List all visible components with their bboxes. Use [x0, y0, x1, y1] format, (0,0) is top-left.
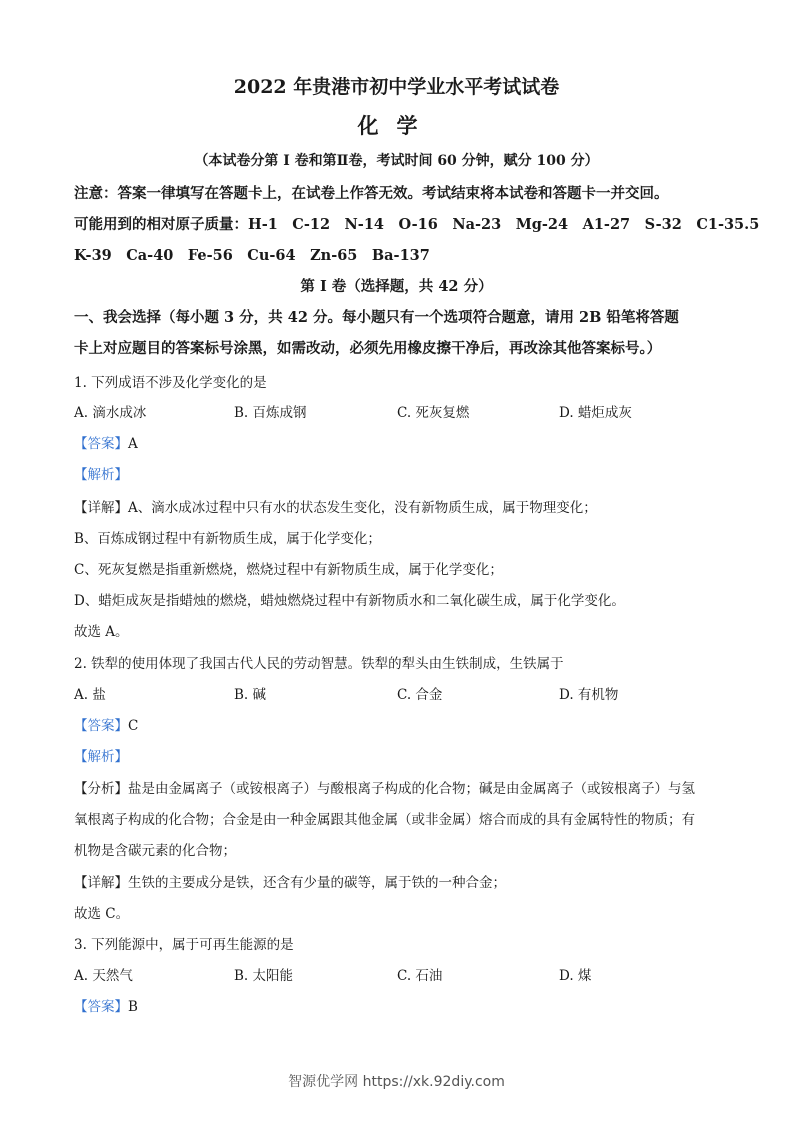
question-2-analysis-2: 氧根离子构成的化合物；合金是由一种金属跟其他金属（或非金属）熔合而成的具有金属特性的物质；有	[74, 812, 695, 828]
question-2-option-a: A. 盐	[74, 687, 106, 703]
question-3-option-b: B. 太阳能	[234, 968, 294, 984]
question-3-stem: 3. 下列能源中，属于可再生能源的是	[74, 937, 294, 953]
question-1-option-c: C. 死灰复燃	[397, 405, 470, 421]
question-1-detail-a	[74, 496, 597, 516]
question-1-detail-d: D、蜡炬成灰是指蜡烛的燃烧，蜡烛燃烧过程中有新物质水和二氧化碳生成，属于化学变化。	[74, 593, 625, 609]
answer-tag: 【答案】	[74, 999, 128, 1015]
question-1-detail-c: C、死灰复燃是指重新燃烧，燃烧过程中有新物质生成，属于化学变化；	[74, 562, 503, 578]
question-1-option-b: B. 百炼成钢	[234, 405, 307, 421]
question-3-option-a: A. 天然气	[74, 968, 133, 984]
section-instruction-1: 一、我会选择（每小题 3 分，共 42 分。每小题只有一个选项符合题意，请用 2B 铅笔将答题	[74, 309, 679, 326]
question-1-answer	[74, 432, 138, 452]
exam-subtitle: （本试卷分第 I 卷和第Ⅱ卷，考试时间 60 分钟，赋分 100 分）	[194, 153, 599, 169]
detail-tag: 【详解】	[74, 875, 128, 891]
answer-tag: 【答案】	[74, 718, 128, 734]
section-instruction-2: 卡上对应题目的答案标号涂黑，如需改动，必须先用橡皮擦干净后，再改涂其他答案标号。）	[74, 340, 662, 357]
question-2-stem: 2. 铁犁的使用体现了我国古代人民的劳动智慧。铁犁的犁头由生铁制成，生铁属于	[74, 656, 564, 672]
detail-tag: 【详解】	[74, 500, 128, 516]
question-1-stem: 1. 下列成语不涉及化学变化的是	[74, 375, 267, 391]
question-2-option-c: C. 合金	[397, 687, 443, 703]
section-heading: 第 I 卷（选择题，共 42 分）	[300, 278, 493, 295]
footer-watermark: 智源优学网 https://xk.92diy.com	[288, 1074, 505, 1090]
answer-value: B	[128, 999, 138, 1015]
question-3-option-c: C. 石油	[397, 968, 443, 984]
detail-text: A、滴水成冰过程中只有水的状态发生变化，没有新物质生成，属于物理变化；	[128, 500, 597, 516]
fenxi-text: 盐是由金属离子（或铵根离子）与酸根离子构成的化合物；碱是由金属离子（或铵根离子）与氢	[128, 781, 695, 797]
atomic-mass-line-1: 可能用到的相对原子质量：H-1 C-12 N-14 O-16 Na-23 Mg-24 A1-27 S-32 C1-35.5	[74, 216, 760, 233]
detail-text: 生铁的主要成分是铁，还含有少量的碳等，属于铁的一种合金；	[128, 875, 506, 891]
question-2-option-b: B. 碱	[234, 687, 267, 703]
question-2-analysis-1	[74, 777, 695, 797]
atomic-mass-line-2: K-39 Ca-40 Fe-56 Cu-64 Zn-65 Ba-137	[74, 247, 430, 264]
fenxi-tag: 【分析】	[74, 781, 128, 797]
question-2-option-d: D. 有机物	[559, 687, 619, 703]
answer-value: A	[128, 436, 138, 452]
question-3-answer	[74, 995, 138, 1015]
question-2-analysis	[74, 745, 128, 765]
question-2-detail	[74, 871, 506, 891]
analysis-tag: 【解析】	[74, 467, 128, 483]
question-3-option-d: D. 煤	[559, 968, 592, 984]
question-2-answer	[74, 714, 138, 734]
question-2-conclusion: 故选 C。	[74, 906, 130, 922]
answer-value: C	[128, 718, 139, 734]
question-1-option-d: D. 蜡炬成灰	[559, 405, 632, 421]
question-1-analysis	[74, 463, 128, 483]
answer-tag: 【答案】	[74, 436, 128, 452]
question-1-option-a: A. 滴水成冰	[74, 405, 147, 421]
analysis-tag: 【解析】	[74, 749, 128, 765]
question-1-detail-b: B、百炼成钢过程中有新物质生成，属于化学变化；	[74, 531, 381, 547]
notice-line: 注意：答案一律填写在答题卡上，在试卷上作答无效。考试结束将本试卷和答题卡一并交回。	[74, 185, 669, 202]
exam-title: 2022 年贵港市初中学业水平考试试卷	[233, 76, 560, 98]
question-1-conclusion: 故选 A。	[74, 624, 129, 640]
question-2-analysis-3: 机物是含碳元素的化合物；	[74, 843, 236, 859]
subject-title: 化学	[357, 113, 436, 138]
